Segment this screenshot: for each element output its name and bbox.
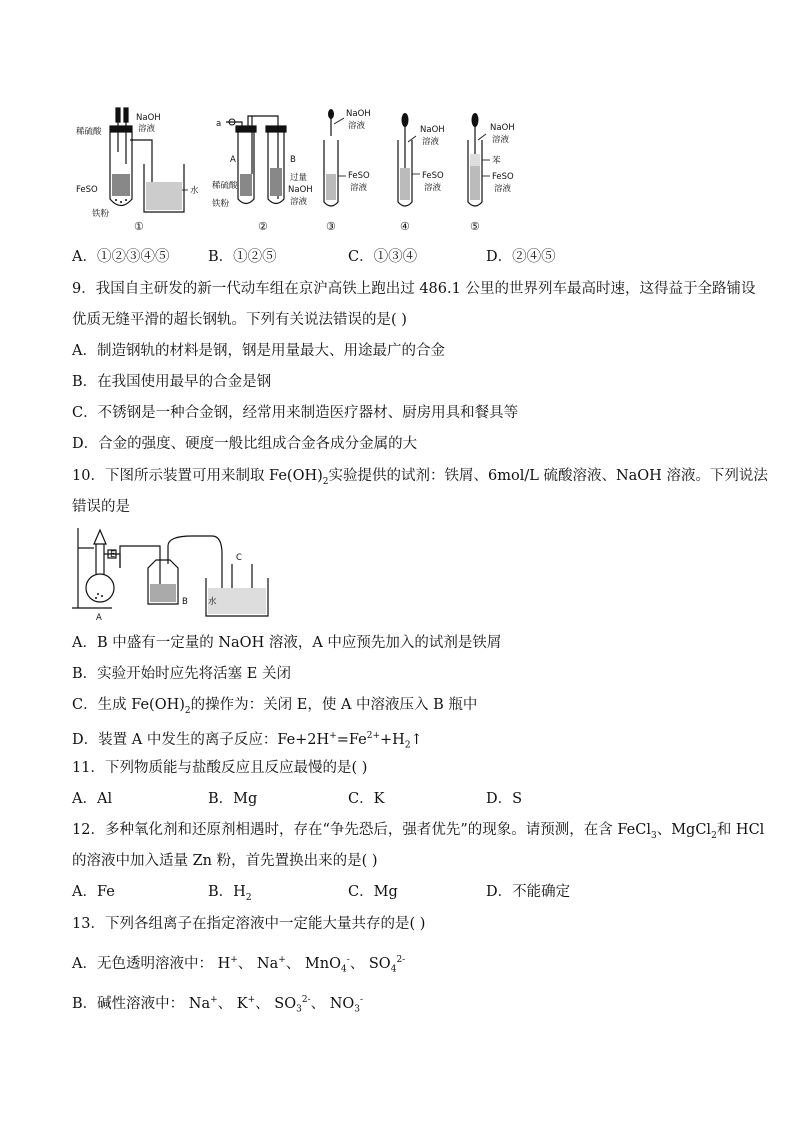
apparatus-figure-row [72, 104, 712, 234]
q13-option-b[interactable]: B．碱性溶液中： Na+、 K+、 $SO_3^{2-}$、 $NO_3^-$ [72, 995, 364, 1015]
apparatus-q10 [72, 524, 272, 624]
apparatus-2 [212, 104, 332, 234]
label-bottle-b: B [182, 597, 188, 607]
label-solution: 溶液 [290, 197, 308, 207]
q8-option-c[interactable]: C．①③④ [348, 249, 418, 265]
apparatus-1 [72, 104, 212, 234]
q8-option-b[interactable]: B．①②⑤ [208, 249, 277, 265]
label-clamp-a: a [216, 119, 222, 129]
q12-option-a[interactable]: A．Fe [72, 884, 115, 900]
label-tube-a: A [230, 155, 236, 165]
q11-stem: 11．下列物质能与盐酸反应且反应最慢的是( ) [72, 760, 368, 776]
q9-option-a[interactable]: A．制造钢轨的材料是钢，钢是用量最大、用途最广的合金 [72, 343, 445, 359]
q9-option-d[interactable]: D．合金的强度、硬度一般比组成合金各成分金属的大 [72, 436, 418, 452]
q10-stem-line1: 10．下图所示装置可用来制取 $Fe(OH)_2$实验提供的试剂：铁屑、6mol/L 硫酸溶液、NaOH 溶液。下列说法 [72, 468, 768, 487]
label-dilute-acid: 稀硫酸 [212, 181, 238, 191]
figure-number-2: ② [258, 220, 268, 233]
label-dilute-acid: 稀硫酸 [76, 127, 102, 137]
label-valve-e: E [110, 550, 116, 560]
q11-option-d[interactable]: D．S [486, 791, 523, 807]
q9-option-c[interactable]: C．不锈钢是一种合金钢，经常用来制造医疗器材、厨房用具和餐具等 [72, 405, 519, 421]
label-naoh: NaOH [136, 113, 161, 123]
q9-option-b[interactable]: B．在我国使用最早的合金是钢 [72, 374, 272, 390]
label-solution: 溶液 [492, 135, 510, 145]
label-solution: 溶液 [348, 121, 366, 131]
figure-number-4: ④ [400, 220, 410, 233]
q10-option-a[interactable]: A．B 中盛有一定量的 NaOH 溶液，A 中应预先加入的试剂是铁屑 [72, 635, 502, 651]
q12-stem-line1: 12．多种氧化剂和还原剂相遇时，存在“争先恐后，强者优先”的现象。请预测，在含 FeCl$_3$、MgCl$_2$和 HCl [72, 822, 765, 841]
q11-option-c[interactable]: C．K [348, 791, 385, 807]
label-feso4: FeSO [76, 185, 98, 195]
label-water: 水 [190, 186, 199, 196]
q10-option-b[interactable]: B．实验开始时应先将活塞 E 关闭 [72, 666, 291, 682]
figure-number-1: ① [134, 220, 144, 233]
q10-option-c[interactable]: C．生成 $Fe(OH)_2$的操作为：关闭 E，使 A 中溶液压入 B 瓶中 [72, 697, 478, 716]
figure-number-5: ⑤ [470, 220, 480, 233]
label-excess: 过量 [290, 173, 308, 183]
q12-option-d[interactable]: D．不能确定 [486, 884, 571, 900]
q9-stem-line2: 优质无缝平滑的超长钢轨。下列有关说法错误的是( ) [72, 312, 407, 328]
label-naoh: NaOH [420, 125, 445, 135]
label-solution: 溶液 [422, 137, 440, 147]
label-naoh: NaOH [288, 185, 313, 195]
label-iron-powder: 铁粉 [92, 209, 110, 219]
label-solution: 溶液 [424, 183, 442, 193]
q11-option-a[interactable]: A．Al [72, 791, 113, 807]
q11-option-b[interactable]: B．Mg [208, 791, 258, 807]
q12-option-c[interactable]: C．Mg [348, 884, 398, 900]
label-naoh: NaOH [490, 123, 515, 133]
q9-stem-line1: 9．我国自主研发的新一代动车组在京沪高铁上跑出过 486.1 公里的世界列车最高时速，这得益于全路铺设 [72, 281, 756, 297]
label-iron-powder: 铁粉 [212, 199, 230, 209]
q13-stem: 13．下列各组离子在指定溶液中一定能大量共存的是( ) [72, 916, 426, 932]
label-solution: 溶液 [494, 184, 512, 194]
label-solution: 溶液 [138, 124, 156, 134]
q8-option-d[interactable]: D．②④⑤ [486, 249, 556, 265]
q12-stem-line2: 的溶液中加入适量 Zn 粉，首先置换出来的是( ) [72, 853, 378, 869]
label-water: 水 [208, 597, 217, 607]
label-feso4: FeSO [348, 171, 370, 181]
label-benzene: 苯 [492, 156, 501, 166]
label-naoh: NaOH [346, 109, 371, 119]
label-tube-c: C [236, 553, 242, 563]
figure-number-3: ③ [326, 220, 336, 233]
q8-option-a[interactable]: A．①②③④⑤ [72, 249, 170, 265]
label-feso4: FeSO [492, 172, 514, 182]
apparatus-5 [458, 104, 558, 234]
q13-option-a[interactable]: A．无色透明溶液中： H+、 Na+、 MnO$_4$-、 $SO_4^{2-}$ [72, 955, 406, 975]
label-feso4: FeSO [422, 171, 444, 181]
q12-option-b[interactable]: B．$H_2$ [208, 884, 252, 903]
q10-stem-line2: 错误的是 [72, 499, 130, 515]
label-tube-b: B [290, 155, 296, 165]
q10-option-d[interactable]: D．装置 A 中发生的离子反应：$Fe+2H^+=Fe^{2+}+H_2↑$ [72, 731, 423, 751]
label-flask-a: A [96, 613, 102, 623]
label-solution: 溶液 [350, 183, 368, 193]
